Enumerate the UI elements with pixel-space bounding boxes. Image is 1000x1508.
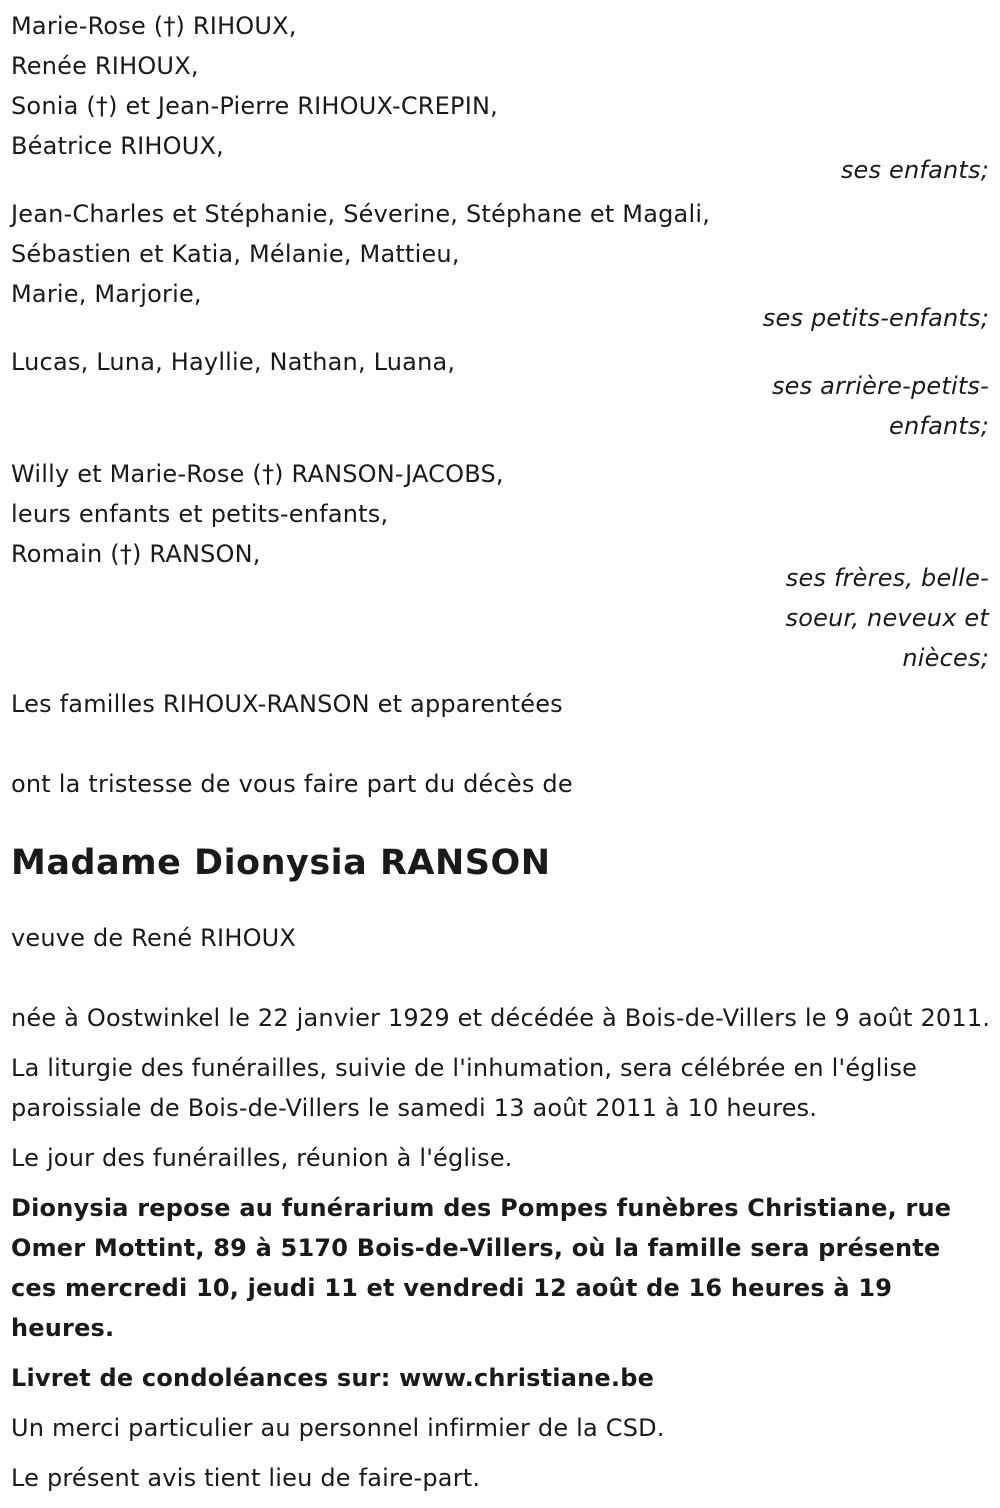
sibling-line: leurs enfants et petits-enfants, bbox=[11, 500, 389, 528]
child-line: Béatrice RIHOUX, bbox=[11, 132, 225, 160]
obituary-notice bbox=[11, 6, 991, 1508]
grandchild-line: Jean-Charles et Stéphanie, Séverine, Stéphane et Magali, bbox=[11, 200, 711, 228]
child-line: Renée RIHOUX, bbox=[11, 52, 199, 80]
announcement-line: ont la tristesse de vous faire part du décès de bbox=[11, 770, 573, 798]
relation-line: ses enfants; bbox=[840, 156, 989, 184]
children-group bbox=[11, 6, 991, 190]
siblings-group bbox=[11, 454, 991, 678]
thanks-paragraph: Un merci particulier au personnel infirmier de la CSD. bbox=[11, 1414, 665, 1442]
siblings-relation bbox=[11, 558, 991, 678]
repose-paragraph: Dionysia repose au funérarium des Pompes funèbres Christiane, rue Omer Mottint, 89 à 5170 Bois-de-Villers, où la famille sera présente ces mercredi 10, jeudi 11 et vendredi 12 août de 16 heures à 19 heures. bbox=[11, 1194, 952, 1342]
great-grandchild-line: Lucas, Luna, Hayllie, Nathan, Luana, bbox=[11, 348, 456, 376]
notice-paragraph: Le présent avis tient lieu de faire-part. bbox=[11, 1464, 481, 1492]
relation-line: soeur, neveux et bbox=[785, 604, 989, 632]
widow-of-line: veuve de René RIHOUX bbox=[11, 924, 297, 952]
relation-line: ses frères, belle- bbox=[785, 564, 989, 592]
child-line: Marie-Rose (†) RIHOUX, bbox=[11, 12, 297, 40]
relation-line: nièces; bbox=[902, 644, 989, 672]
liturgy-paragraph: La liturgie des funérailles, suivie de l'inhumation, sera célébrée en l'église paroissiale de Bois-de-Villers le samedi 13 août 2011 à 10 heures. bbox=[11, 1054, 918, 1122]
birth-death-paragraph: née à Oostwinkel le 22 janvier 1929 et décédée à Bois-de-Villers le 9 août 2011. bbox=[11, 1004, 991, 1032]
deceased-name: Madame Dionysia RANSON bbox=[11, 843, 551, 883]
sibling-line: Romain (†) RANSON, bbox=[11, 540, 261, 568]
relation-line: ses arrière-petits- bbox=[771, 372, 989, 400]
condolences-paragraph: Livret de condoléances sur: www.christiane.be bbox=[11, 1364, 655, 1392]
grandchild-line: Sébastien et Katia, Mélanie, Mattieu, bbox=[11, 240, 460, 268]
grandchild-line: Marie, Marjorie, bbox=[11, 280, 202, 308]
sibling-line: Willy et Marie-Rose (†) RANSON-JACOBS, bbox=[11, 460, 504, 488]
families-line: Les familles RIHOUX-RANSON et apparentées bbox=[11, 690, 563, 718]
grandchildren-group bbox=[11, 194, 991, 338]
child-line: Sonia (†) et Jean-Pierre RIHOUX-CREPIN, bbox=[11, 92, 498, 120]
meeting-paragraph: Le jour des funérailles, réunion à l'église. bbox=[11, 1144, 513, 1172]
relation-line: ses petits-enfants; bbox=[762, 304, 989, 332]
great-grandchildren-group bbox=[11, 342, 991, 446]
relation-line: enfants; bbox=[889, 412, 989, 440]
